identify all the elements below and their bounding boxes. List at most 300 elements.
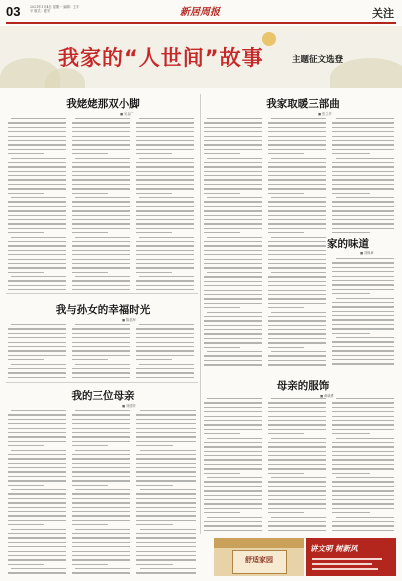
text-line — [8, 193, 44, 194]
header-rule — [6, 22, 396, 24]
text-line — [11, 364, 66, 365]
article-body — [204, 398, 262, 534]
article-body — [332, 398, 394, 534]
text-line — [72, 471, 130, 472]
text-line — [8, 355, 66, 356]
text-line — [204, 281, 262, 282]
text-line — [136, 263, 194, 264]
text-line — [268, 153, 304, 154]
text-line — [72, 136, 130, 137]
text-line — [75, 158, 130, 159]
text-line — [136, 136, 194, 137]
text-line — [332, 402, 394, 403]
text-line — [268, 175, 326, 176]
text-line — [204, 136, 262, 137]
text-line — [8, 368, 66, 369]
text-line — [11, 450, 66, 451]
article-body — [136, 118, 194, 290]
text-line — [204, 473, 240, 474]
text-line — [72, 210, 130, 211]
text-line — [204, 455, 262, 456]
text-line — [8, 551, 66, 552]
text-line — [204, 486, 262, 487]
text-line — [332, 188, 394, 189]
text-line — [136, 476, 196, 477]
text-line — [136, 346, 194, 347]
text-line — [136, 153, 172, 154]
text-line — [332, 459, 394, 460]
text-line — [8, 250, 66, 251]
text-line — [72, 254, 130, 255]
text-line — [332, 424, 394, 425]
text-line — [8, 228, 66, 229]
text-line — [72, 241, 130, 242]
text-line — [8, 140, 66, 141]
text-line — [332, 122, 394, 123]
text-line — [72, 166, 130, 167]
text-line — [136, 337, 194, 338]
text-line — [268, 525, 326, 526]
article-body — [8, 118, 66, 290]
text-line — [136, 131, 194, 132]
text-line — [8, 515, 66, 516]
text-line — [8, 377, 66, 378]
text-line — [8, 280, 66, 281]
text-line — [268, 259, 326, 260]
text-line — [136, 537, 196, 538]
text-line — [8, 184, 66, 185]
article-title: 家的味道 — [327, 238, 369, 250]
text-line — [268, 490, 326, 491]
text-line — [204, 193, 240, 194]
text-line — [11, 489, 66, 490]
text-line — [332, 503, 394, 504]
text-line — [204, 149, 262, 150]
text-line — [8, 572, 66, 573]
text-line — [332, 127, 394, 128]
text-line — [136, 559, 196, 560]
text-line — [204, 245, 262, 246]
text-line — [8, 346, 66, 347]
text-line — [139, 158, 194, 159]
text-line — [136, 193, 172, 194]
ad-text: 舒适家园 — [245, 556, 273, 564]
text-line — [268, 411, 326, 412]
text-line — [136, 555, 196, 556]
text-line — [204, 131, 262, 132]
text-line — [204, 263, 262, 264]
text-line — [332, 306, 394, 307]
text-line — [268, 512, 304, 513]
text-line — [72, 463, 130, 464]
article-body — [204, 272, 262, 368]
text-line — [332, 267, 394, 268]
section-separator — [6, 293, 198, 294]
text-line — [268, 446, 326, 447]
text-line — [268, 521, 326, 522]
text-line — [336, 337, 394, 338]
text-line — [207, 312, 262, 313]
text-line — [204, 290, 262, 291]
article-body — [72, 324, 130, 378]
text-line — [268, 149, 326, 150]
text-line — [8, 511, 66, 512]
text-line — [204, 153, 240, 154]
text-line — [72, 337, 130, 338]
text-line — [136, 184, 194, 185]
text-line — [268, 303, 326, 304]
text-line — [75, 529, 130, 530]
text-line — [8, 414, 66, 415]
text-line — [72, 228, 130, 229]
text-line — [204, 329, 262, 330]
text-line — [268, 232, 304, 233]
text-line — [268, 193, 304, 194]
text-line — [268, 355, 326, 356]
text-line — [204, 468, 262, 469]
text-line — [136, 210, 194, 211]
article-title: 我家取暖三部曲 — [266, 98, 340, 110]
text-line — [72, 184, 130, 185]
text-line — [136, 245, 194, 246]
text-line — [332, 416, 394, 417]
text-line — [8, 333, 66, 334]
page-header — [0, 0, 402, 26]
text-line — [332, 490, 394, 491]
text-line — [204, 481, 262, 482]
text-line — [268, 179, 326, 180]
text-line — [207, 398, 262, 399]
text-line — [8, 445, 44, 446]
text-line — [204, 429, 262, 430]
text-line — [136, 359, 172, 360]
text-line — [204, 499, 262, 500]
text-line — [204, 210, 262, 211]
text-line — [204, 342, 262, 343]
text-line — [8, 546, 66, 547]
text-line — [72, 445, 108, 446]
text-line — [332, 302, 394, 303]
text-line — [332, 464, 394, 465]
text-line — [72, 267, 130, 268]
banner-subtitle: 主题征文选登 — [292, 55, 344, 65]
text-line — [268, 276, 326, 277]
text-line — [332, 446, 394, 447]
text-line — [204, 232, 240, 233]
article-body — [72, 118, 130, 290]
text-line — [72, 572, 130, 573]
article-byline: ■ 张立华 — [318, 112, 332, 116]
text-line — [75, 276, 130, 277]
text-line — [72, 467, 130, 468]
text-line — [8, 564, 44, 565]
ad-text: 讲文明 树新风 — [310, 544, 358, 553]
text-line — [268, 228, 326, 229]
text-line — [332, 512, 370, 513]
text-line — [204, 325, 262, 326]
text-line — [8, 328, 66, 329]
text-line — [8, 179, 66, 180]
text-line — [336, 158, 394, 159]
text-line — [268, 407, 326, 408]
text-line — [136, 480, 196, 481]
text-line — [136, 201, 194, 202]
text-line — [139, 197, 194, 198]
text-line — [72, 480, 130, 481]
text-line — [332, 420, 394, 421]
text-line — [8, 542, 66, 543]
text-line — [72, 511, 130, 512]
text-line — [268, 508, 326, 509]
text-line — [332, 210, 394, 211]
text-line — [207, 197, 262, 198]
text-line — [136, 520, 196, 521]
text-line — [268, 285, 326, 286]
text-line — [204, 316, 262, 317]
article-body — [136, 324, 194, 378]
text-line — [136, 285, 194, 286]
text-line — [72, 485, 108, 486]
article-body — [8, 324, 66, 378]
text-line — [136, 259, 194, 260]
text-line — [332, 201, 394, 202]
text-line — [136, 241, 194, 242]
text-line — [75, 450, 130, 451]
text-line — [332, 219, 394, 220]
text-line — [204, 442, 262, 443]
text-line — [204, 402, 262, 403]
text-line — [136, 471, 196, 472]
text-line — [8, 136, 66, 137]
text-line — [72, 223, 130, 224]
text-line — [8, 350, 66, 351]
text-line — [136, 328, 194, 329]
text-line — [72, 144, 130, 145]
text-line — [72, 458, 130, 459]
text-line — [336, 298, 394, 299]
text-line — [332, 333, 370, 334]
text-line — [332, 499, 394, 500]
text-line — [72, 122, 130, 123]
text-line — [336, 517, 394, 518]
text-line — [204, 223, 262, 224]
text-line — [204, 495, 262, 496]
text-line — [204, 267, 262, 268]
text-line — [8, 342, 66, 343]
text-line — [332, 355, 394, 356]
text-line — [332, 495, 394, 496]
text-line — [204, 512, 240, 513]
article-title: 我与孙女的幸福时光 — [55, 304, 151, 316]
text-line — [332, 289, 394, 290]
text-line — [8, 480, 66, 481]
text-line — [136, 542, 196, 543]
text-line — [8, 285, 66, 286]
ad-line — [312, 568, 378, 570]
text-line — [11, 568, 66, 569]
text-line — [204, 338, 262, 339]
text-line — [204, 228, 262, 229]
text-line — [72, 250, 130, 251]
article-body — [72, 410, 130, 576]
text-line — [72, 419, 130, 420]
text-line — [268, 459, 326, 460]
text-line — [268, 298, 326, 299]
article-byline: ■ 黄晓勇 — [320, 394, 334, 398]
text-line — [204, 294, 262, 295]
text-line — [332, 131, 394, 132]
text-line — [8, 245, 66, 246]
text-line — [204, 420, 262, 421]
text-line — [268, 338, 326, 339]
text-line — [136, 493, 196, 494]
text-line — [204, 219, 262, 220]
text-line — [11, 529, 66, 530]
text-line — [268, 433, 304, 434]
text-line — [204, 276, 262, 277]
section-label: 关注 — [372, 7, 394, 20]
article-body — [8, 410, 66, 576]
text-line — [136, 454, 196, 455]
text-line — [136, 232, 172, 233]
text-line — [204, 166, 262, 167]
text-line — [204, 127, 262, 128]
text-line — [332, 455, 394, 456]
text-line — [332, 175, 394, 176]
text-line — [204, 206, 262, 207]
text-line — [332, 481, 394, 482]
text-line — [204, 490, 262, 491]
text-line — [72, 280, 130, 281]
text-line — [72, 355, 130, 356]
text-line — [72, 423, 130, 424]
text-line — [268, 486, 326, 487]
text-line — [332, 136, 394, 137]
text-line — [332, 179, 394, 180]
text-line — [204, 355, 262, 356]
masthead-logo: 新居周报 — [180, 7, 220, 18]
text-line — [136, 175, 194, 176]
text-line — [204, 320, 262, 321]
text-line — [136, 423, 196, 424]
text-line — [204, 503, 262, 504]
text-line — [204, 424, 262, 425]
text-line — [72, 520, 130, 521]
text-line — [268, 503, 326, 504]
text-line — [75, 568, 130, 569]
text-line — [336, 398, 394, 399]
text-line — [268, 402, 326, 403]
text-line — [204, 285, 262, 286]
text-line — [8, 127, 66, 128]
text-line — [8, 337, 66, 338]
text-line — [136, 511, 196, 512]
text-line — [136, 546, 196, 547]
text-line — [140, 529, 196, 530]
text-line — [204, 171, 262, 172]
article-body — [268, 272, 326, 368]
text-line — [72, 493, 130, 494]
text-line — [72, 542, 130, 543]
text-line — [8, 241, 66, 242]
text-line — [8, 122, 66, 123]
text-line — [75, 364, 130, 365]
text-line — [8, 467, 66, 468]
text-line — [8, 463, 66, 464]
text-line — [72, 131, 130, 132]
page-number: 03 — [6, 4, 21, 19]
text-line — [271, 158, 326, 159]
text-line — [75, 118, 130, 119]
text-line — [72, 546, 130, 547]
text-line — [332, 486, 394, 487]
text-line — [8, 153, 44, 154]
text-line — [268, 127, 326, 128]
text-line — [8, 419, 66, 420]
text-line — [136, 149, 194, 150]
text-line — [207, 272, 262, 273]
text-line — [72, 414, 130, 415]
text-line — [268, 219, 326, 220]
text-line — [207, 438, 262, 439]
text-line — [136, 162, 194, 163]
text-line — [8, 232, 44, 233]
text-line — [204, 333, 262, 334]
text-line — [204, 303, 262, 304]
text-line — [72, 432, 130, 433]
text-line — [72, 201, 130, 202]
text-line — [136, 428, 196, 429]
text-line — [332, 153, 370, 154]
text-line — [136, 289, 194, 290]
text-line — [336, 118, 394, 119]
text-line — [72, 232, 108, 233]
text-line — [271, 351, 326, 352]
text-line — [332, 184, 394, 185]
text-line — [136, 272, 172, 273]
text-line — [268, 162, 326, 163]
text-line — [72, 289, 130, 290]
text-line — [75, 410, 130, 411]
text-line — [204, 298, 262, 299]
text-line — [204, 179, 262, 180]
text-line — [204, 411, 262, 412]
banner-title: 我家的“人世间”故事 — [58, 46, 264, 70]
text-line — [268, 166, 326, 167]
text-line — [268, 131, 326, 132]
text-line — [336, 258, 394, 259]
text-line — [8, 144, 66, 145]
text-line — [8, 432, 66, 433]
text-line — [268, 455, 326, 456]
text-line — [136, 215, 194, 216]
text-line — [72, 346, 130, 347]
text-line — [268, 263, 326, 264]
text-line — [8, 215, 66, 216]
text-line — [72, 259, 130, 260]
issue-date: 2021年1月4日 星期一 编辑：王宇平 版式：夏安 — [30, 5, 80, 13]
text-line — [136, 228, 194, 229]
text-line — [72, 263, 130, 264]
text-line — [332, 324, 394, 325]
text-line — [268, 416, 326, 417]
text-line — [204, 241, 262, 242]
text-line — [332, 223, 394, 224]
text-line — [8, 175, 66, 176]
text-line — [268, 184, 326, 185]
text-line — [204, 364, 262, 365]
text-line — [332, 350, 394, 351]
